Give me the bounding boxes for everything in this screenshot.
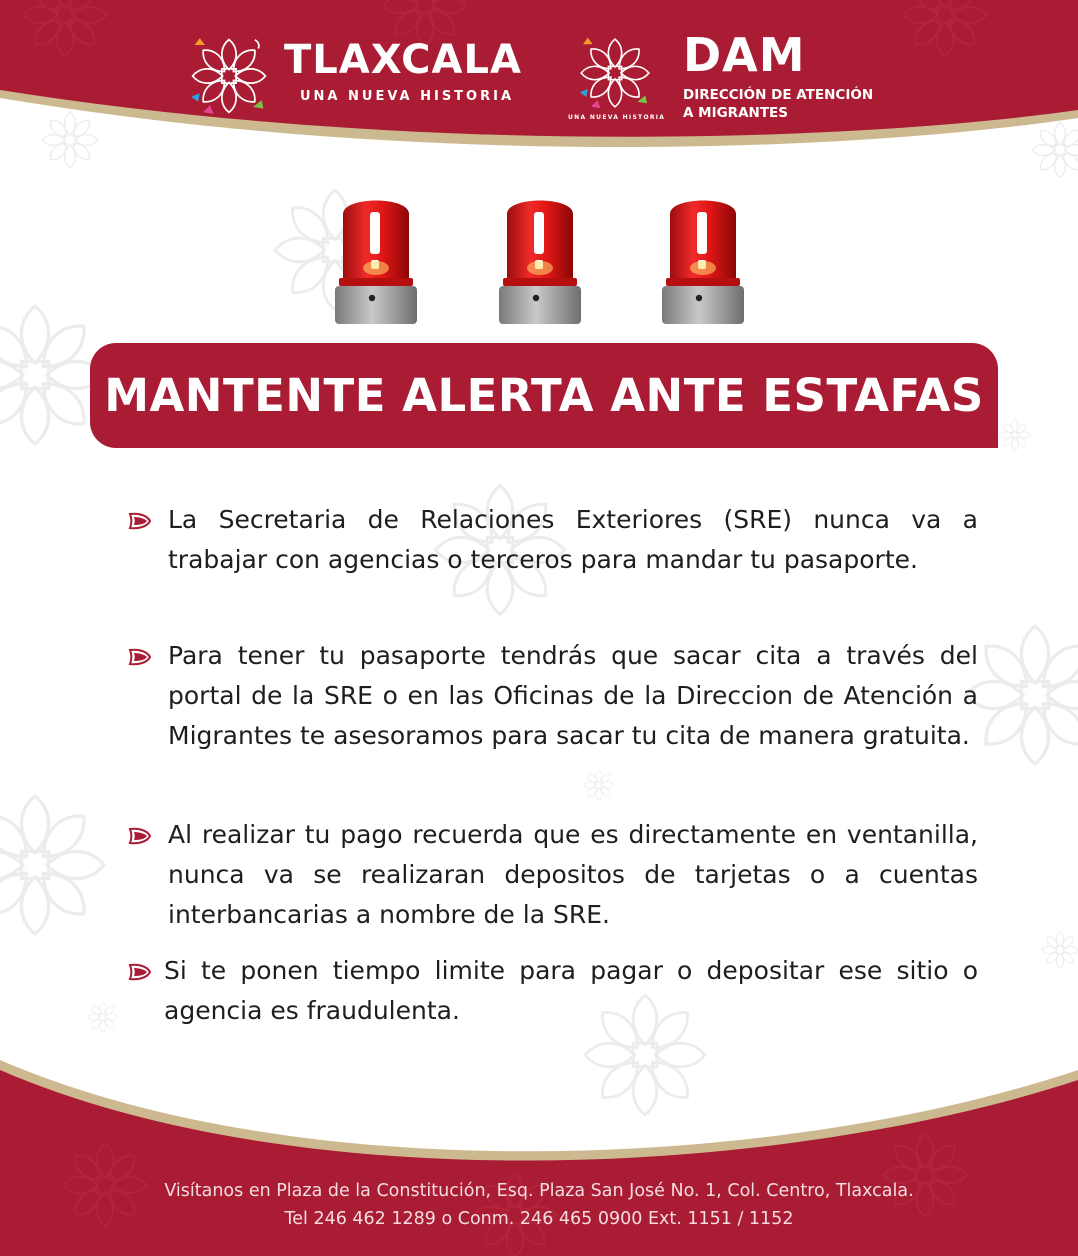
leaf-bullet-icon (128, 963, 152, 981)
brand-name: TLAXCALA (284, 37, 522, 83)
list-item-text: La Secretaria de Relaciones Exteriores (SRE) nunca va a trabajar con agencias o terceros para mandar tu pasaporte. (168, 505, 978, 574)
dam-title: DAM (683, 28, 806, 82)
dam-logo-icon (572, 33, 658, 113)
dam-subtitle-line2: A MIGRANTES (683, 105, 788, 121)
leaf-bullet-icon (128, 512, 152, 530)
dam-logo-tagline: UNA NUEVA HISTORIA (568, 114, 666, 121)
brand-tagline: UNA NUEVA HISTORIA (300, 89, 515, 104)
list-item (128, 636, 978, 756)
leaf-bullet-icon (128, 827, 152, 845)
siren-icon (662, 190, 744, 326)
list-item (128, 500, 978, 580)
list-item (128, 951, 978, 1031)
dam-subtitle-line1: DIRECCIÓN DE ATENCIÓN (683, 87, 874, 103)
list-item-text: Al realizar tu pago recuerda que es directamente en ventanilla, nunca va se realizaran depositos de tarjetas o a cuentas interbancarias a nombre de la SRE. (168, 820, 978, 929)
title-banner (90, 343, 998, 448)
header-band (0, 0, 1078, 175)
leaf-bullet-icon (128, 648, 152, 666)
list-item (128, 815, 978, 935)
footer-phone: Tel 246 462 1289 o Conm. 246 465 0900 Ext. 1151 / 1152 (284, 1209, 794, 1229)
page-title: MANTENTE ALERTA ANTE ESTAFAS (104, 369, 984, 422)
footer-address: Visítanos en Plaza de la Constitución, Esq. Plaza San José No. 1, Col. Centro, Tlaxcala. (164, 1181, 914, 1201)
list-item-text: Si te ponen tiempo limite para pagar o depositar ese sitio o agencia es fraudulenta. (164, 956, 978, 1025)
siren-icon (499, 190, 581, 326)
tlaxcala-logo-icon (186, 33, 272, 119)
siren-icon (335, 190, 417, 326)
list-item-text: Para tener tu pasaporte tendrás que sacar cita a través del portal de la SRE o en las Oficinas de la Direccion de Atención a Migrantes te asesoramos para sacar tu cita de manera gratuita. (168, 641, 978, 750)
